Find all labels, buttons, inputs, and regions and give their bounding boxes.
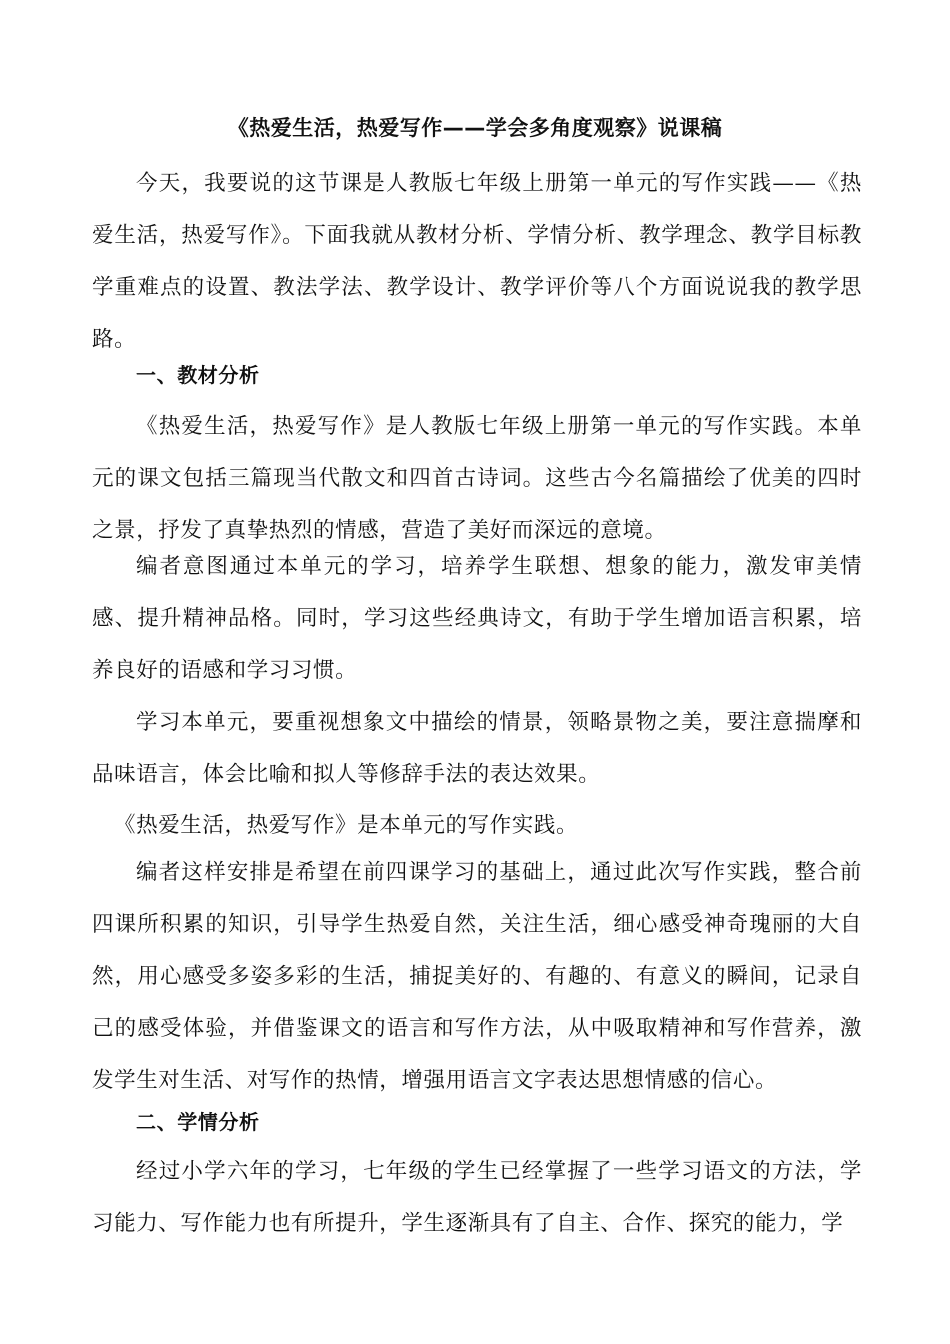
paragraph-editor-intent: 编者意图通过本单元的学习，培养学生联想、想象的能力，激发审美情感、提升精神品格。同时，学习这些经典诗文，有助于学生增加语言积累，培养良好的语感和学习习惯。 (92, 554, 862, 683)
section-heading-textbook-analysis: 一、教材分析 (136, 363, 260, 387)
paragraph-writing-practice: 《热爱生活，热爱写作》是本单元的写作实践。 (114, 813, 579, 838)
document-title: 《热爱生活，热爱写作——学会多角度观察》说课稿 (227, 116, 723, 140)
paragraph-student-analysis: 经过小学六年的学习，七年级的学生已经掌握了一些学习语文的方法，学习能力、写作能力也有所提升，学生逐渐具有了自主、合作、探究的能力，学 (92, 1159, 862, 1236)
intro-paragraph: 今天，我要说的这节课是人教版七年级上册第一单元的写作实践——《热爱生活，热爱写作》。下面我就从教材分析、学情分析、教学理念、教学目标教学重难点的设置、教法学法、教学设计、教学评价等八个方面说说我的教学思路。 (92, 171, 862, 352)
paragraph-editor-arrangement: 编者这样安排是希望在前四课学习的基础上，通过此次写作实践，整合前四课所积累的知识，引导学生热爱自然，关注生活，细心感受神奇瑰丽的大自然，用心感受多姿多彩的生活，捕捉美好的、有趣的、有意义的瞬间，记录自己的感受体验，并借鉴课文的语言和写作方法，从中吸取精神和写作营养，激发学生对生活、对写作的热情，增强用语言文字表达思想情感的信心。 (92, 860, 862, 1093)
paragraph-unit-learning: 学习本单元，要重视想象文中描绘的情景，领略景物之美，要注意揣摩和品味语言，体会比喻和拟人等修辞手法的表达效果。 (92, 710, 862, 787)
section-heading-student-analysis: 二、学情分析 (136, 1110, 260, 1134)
paragraph-textbook-intro: 《热爱生活，热爱写作》是人教版七年级上册第一单元的写作实践。本单元的课文包括三篇现当代散文和四首古诗词。这些古今名篇描绘了优美的四时之景，抒发了真挚热烈的情感，营造了美好而深远的意境。 (92, 414, 862, 543)
